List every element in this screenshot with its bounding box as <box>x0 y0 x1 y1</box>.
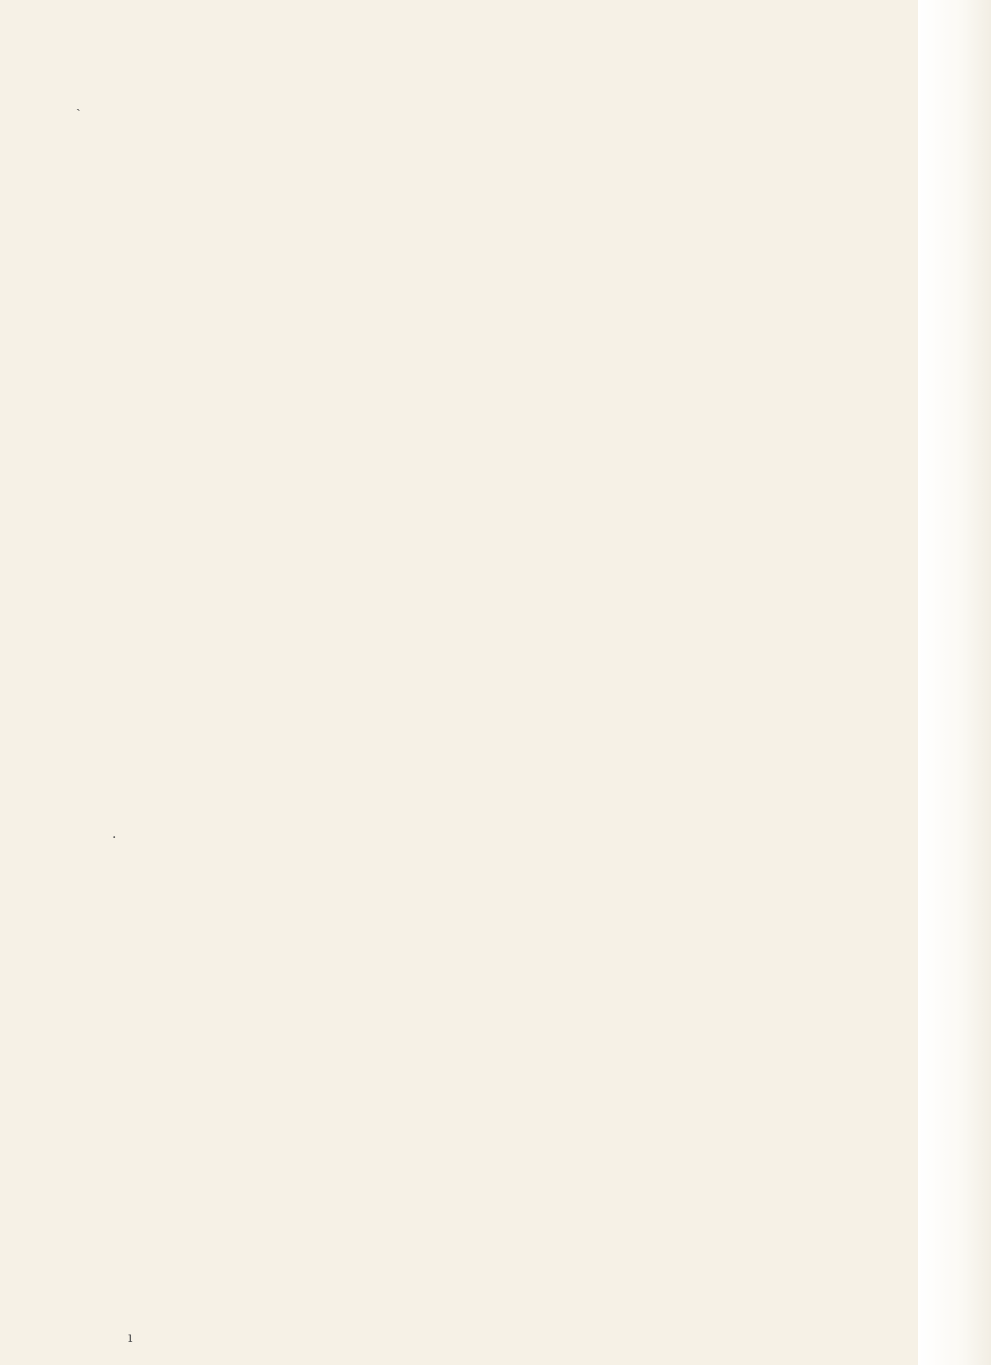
margin-mark: ı <box>128 1330 133 1346</box>
margin-mark: · <box>112 830 117 846</box>
adjacent-page-edge <box>918 0 991 1365</box>
margin-mark: ˏ <box>76 96 81 112</box>
